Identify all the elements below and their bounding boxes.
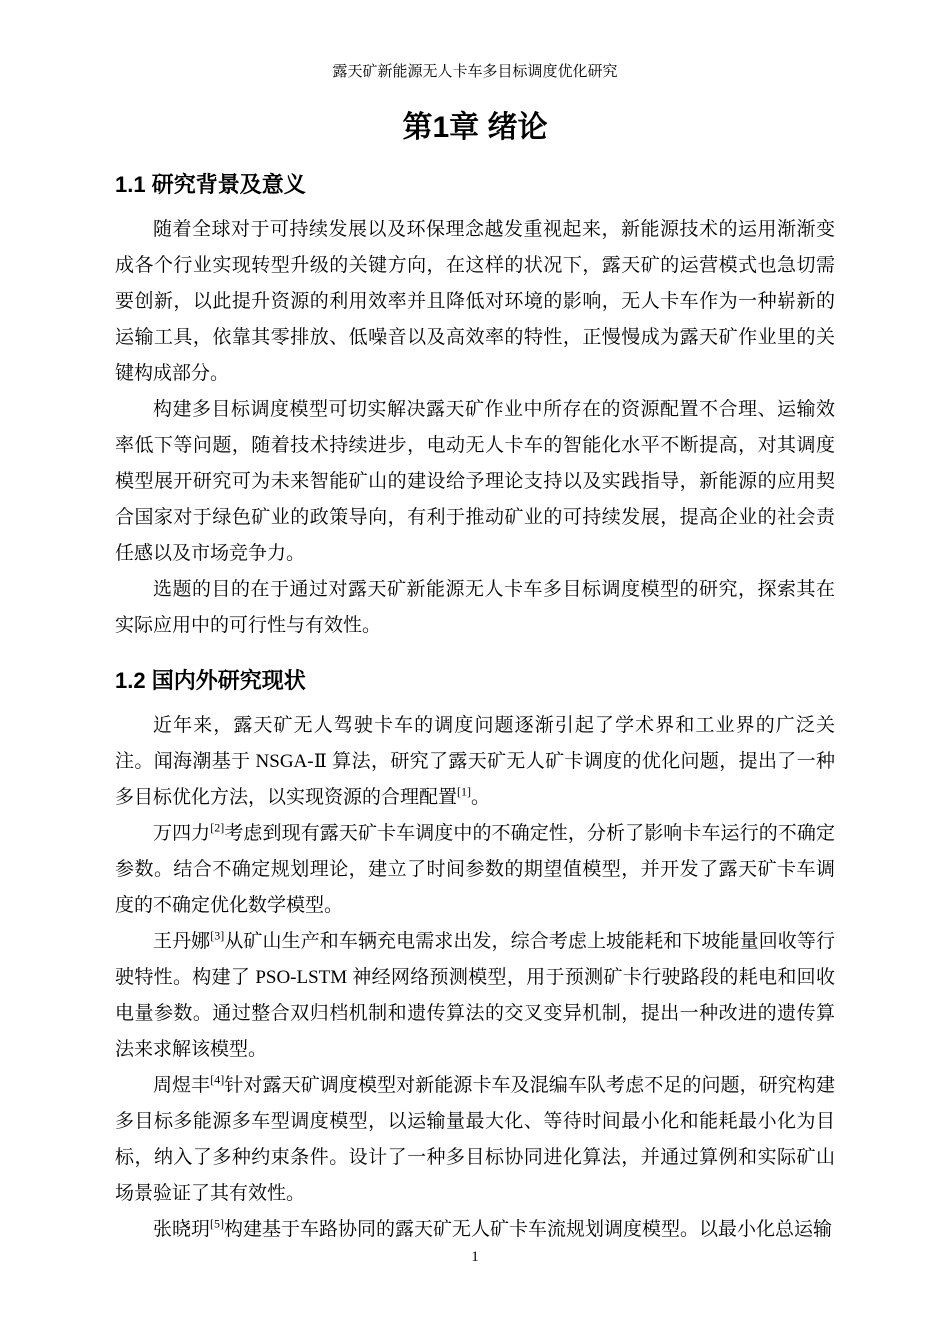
chapter-title: 第1章 绪论 (402, 111, 548, 144)
reference-marker: [2] (210, 820, 225, 835)
reference-marker: [1] (457, 784, 472, 799)
paragraph: 万四力[2]考虑到现有露天矿卡车调度中的不确定性，分析了影响卡车运行的不确定参数。结合不确定规划理论，建立了时间参数的期望值模型，并开发了露天矿卡车调度的不确定优化数学模型。 (115, 820, 835, 916)
running-header: 露天矿新能源无人卡车多目标调度优化研究 (332, 64, 618, 80)
paragraph: 随着全球对于可持续发展以及环保理念越发重视起来，新能源技术的运用渐渐变成各个行业实现转型升级的关键方向，在这样的状况下，露天矿的运营模式也急切需要创新，以此提升资源的利用效率并且降低对环境的影响，无人卡车作为一种崭新的运输工具，依靠其零排放、低噪音以及高效率的特性，正慢慢成为露天矿作业里的关键构成部分。 (115, 219, 835, 384)
page-number: 1 (471, 1249, 479, 1265)
section-heading: 1.2 国内外研究现状 (115, 668, 306, 693)
paragraph: 近年来，露天矿无人驾驶卡车的调度问题逐渐引起了学术界和工业界的广泛关注。闻海潮基于 NSGA-Ⅱ 算法，研究了露天矿无人矿卡调度的优化问题，提出了一种多目标优化方法，以实现资源的合理配置[1]。 (115, 715, 835, 808)
paragraph: 张晓玥[5]构建基于车路协同的露天矿无人矿卡车流规划调度模型。以最小化总运输 (153, 1216, 833, 1240)
reference-marker: [5] (210, 1216, 225, 1231)
reference-marker: [4] (210, 1072, 225, 1087)
paragraph: 周煜丰[4]针对露天矿调度模型对新能源卡车及混编车队考虑不足的问题，研究构建多目标多能源多车型调度模型，以运输量最大化、等待时间最小化和能耗最小化为目标，纳入了多种约束条件。设计了一种多目标协同进化算法，并通过算例和实际矿山场景验证了其有效性。 (115, 1072, 835, 1204)
reference-marker: [3] (210, 928, 225, 943)
paragraph: 王丹娜[3]从矿山生产和车辆充电需求出发，综合考虑上坡能耗和下坡能量回收等行驶特性。构建了 PSO-LSTM 神经网络预测模型，用于预测矿卡行驶路段的耗电和回收电量参数。通过整合双归档机制和遗传算法的交叉变异机制，提出一种改进的遗传算法来求解该模型。 (115, 928, 835, 1060)
paragraph: 选题的目的在于通过对露天矿新能源无人卡车多目标调度模型的研究，探索其在实际应用中的可行性与有效性。 (115, 579, 835, 636)
section-heading: 1.1 研究背景及意义 (115, 172, 306, 197)
document-body (115, 170, 835, 1248)
paragraph: 构建多目标调度模型可切实解决露天矿作业中所存在的资源配置不合理、运输效率低下等问题，随着技术持续进步，电动无人卡车的智能化水平不断提高，对其调度模型展开研究可为未来智能矿山的建设给予理论支持以及实践指导，新能源的应用契合国家对于绿色矿业的政策导向，有利于推动矿业的可持续发展，提高企业的社会责任感以及市场竞争力。 (115, 399, 835, 564)
